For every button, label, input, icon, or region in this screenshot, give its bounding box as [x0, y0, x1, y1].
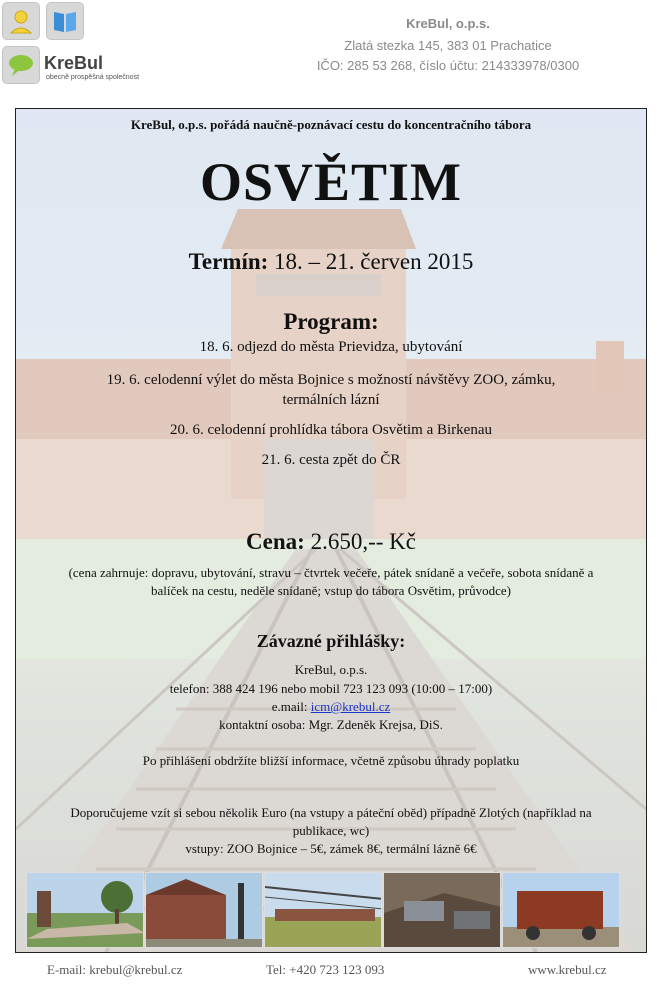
- event-poster: [15, 108, 647, 953]
- book-icon[interactable]: [46, 2, 84, 40]
- email-label: e.mail:: [271, 699, 311, 714]
- person-icon[interactable]: [2, 2, 40, 40]
- header-ids: IČO: 285 53 268, číslo účtu: 214333978/0300: [316, 58, 580, 73]
- price-label: Cena:: [246, 529, 305, 554]
- entry-prices: vstupy: ZOO Bojnice – 5€, zámek 8€, termální lázně 6€: [185, 841, 477, 856]
- program-item: termálních lázní: [282, 392, 380, 408]
- header-org: KreBul, o.p.s.: [406, 16, 490, 31]
- info-text: Po přihlášení obdržíte bližší informace, včetně způsobu úhrady poplatku: [142, 753, 520, 768]
- footer-web[interactable]: www.krebul.cz: [528, 962, 607, 977]
- logo-name: KreBul: [44, 53, 104, 73]
- photo-wagon: [502, 872, 620, 948]
- footer-email: E-mail: krebul@krebul.cz: [47, 962, 183, 977]
- header-address: Zlatá stezka 145, 383 01 Prachatice: [344, 38, 552, 53]
- footer-phone: Tel: +420 723 123 093: [266, 962, 385, 977]
- recommendation: publikace, wc): [292, 823, 370, 838]
- term-line: [26, 249, 636, 275]
- price-line: [26, 529, 636, 555]
- program-item: 19. 6. celodenní výlet do města Bojnice s možností návštěvy ZOO, zámku,: [106, 372, 556, 388]
- term-value: 18. – 21. červen 2015: [268, 249, 474, 274]
- email-link[interactable]: icm@krebul.cz: [310, 699, 391, 714]
- registration-phone: telefon: 388 424 196 nebo mobil 723 123 093 (10:00 – 17:00): [169, 681, 493, 696]
- poster-title: OSVĚTIM: [199, 152, 463, 212]
- photo-ruins: [383, 872, 501, 948]
- photo-fence: [264, 872, 382, 948]
- registration-heading: Závazné přihlášky:: [256, 631, 406, 651]
- logo-tagline: obecně prospěšná společnost: [46, 74, 140, 81]
- price-note: (cena zahrnuje: dopravu, ubytování, stravu – čtvrtek večeře, pátek snídaně a večeře, sobota snídaně a: [68, 565, 594, 580]
- registration-org: KreBul, o.p.s.: [294, 662, 368, 677]
- recommendation: Doporučujeme vzít si sebou několik Euro (na vstupy a páteční oběd) případně Zlotých (například na: [70, 805, 592, 820]
- poster-intro: KreBul, o.p.s. pořádá naučně-poznávací cestu do koncentračního tábora: [130, 117, 532, 132]
- program-heading: Program:: [283, 309, 379, 334]
- photo-memorial: [26, 872, 144, 948]
- registration-contact: kontaktní osoba: Mgr. Zdeněk Krejsa, DiS.: [219, 717, 443, 732]
- price-note: balíček na cestu, neděle snídaně; vstup do tábora Osvětim, průvodce): [151, 583, 511, 598]
- term-label: Termín:: [188, 249, 269, 274]
- speech-bubble-icon[interactable]: [2, 46, 40, 84]
- program-item: 18. 6. odjezd do města Prievidza, ubytování: [199, 339, 463, 355]
- price-value: 2.650,-- Kč: [304, 529, 416, 554]
- registration-email-line: [26, 699, 636, 715]
- program-item: 20. 6. celodenní prohlídka tábora Osvětim a Birkenau: [170, 422, 492, 438]
- poster-content: [16, 109, 646, 952]
- photo-barracks: [145, 872, 263, 948]
- program-item: 21. 6. cesta zpět do ČR: [261, 452, 401, 468]
